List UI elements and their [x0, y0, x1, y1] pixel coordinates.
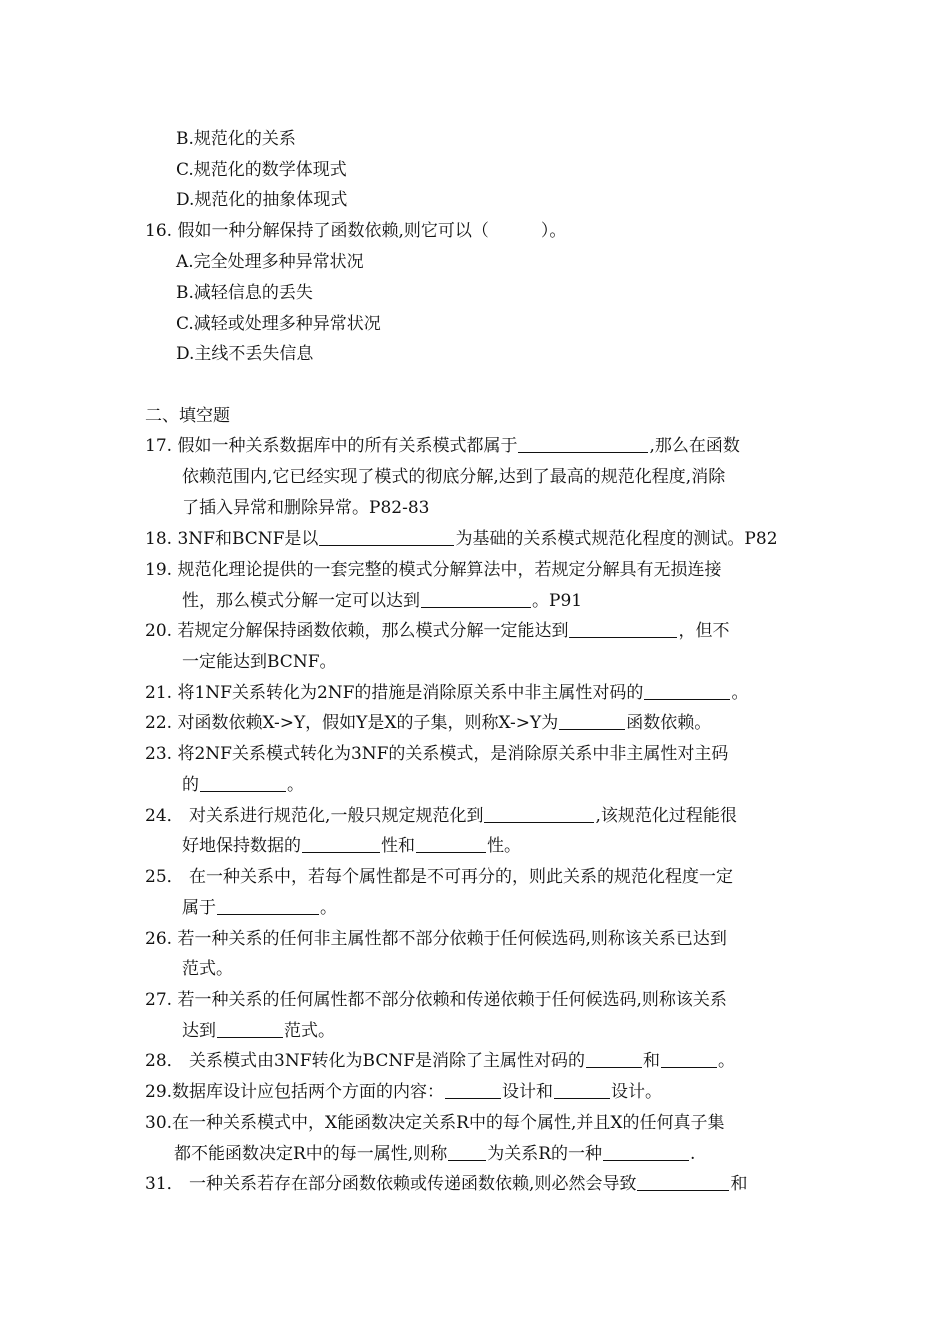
question-text: 都不能函数决定R中的每一属性,则称 [174, 1144, 448, 1164]
question-number: 25． [145, 867, 184, 887]
question-text: 。 [287, 775, 304, 795]
answer-blank[interactable] [569, 619, 677, 638]
answer-blank[interactable] [302, 834, 380, 853]
question-number: 31． [145, 1174, 184, 1194]
question-text: 将1NF关系转化为2NF的措施是消除原关系中非主属性对码的 [177, 683, 644, 703]
question-number: 28． [145, 1051, 184, 1071]
answer-blank[interactable] [603, 1142, 689, 1161]
question-text: 规范化理论提供的一套完整的模式分解算法中，若规定分解具有无损连接 [177, 560, 722, 580]
question-number: 29. [145, 1082, 173, 1102]
question-number: 21. [145, 683, 173, 703]
question-text: 。 [718, 1051, 736, 1071]
question-22 [145, 711, 711, 735]
question-text: 在一种关系模式中，X能函数决定关系R中的每个属性,并且X的任何真子集 [172, 1113, 725, 1133]
question-26-line-2: 范式。 [182, 959, 233, 979]
answer-blank[interactable] [518, 434, 648, 453]
question-text: 。P91 [532, 591, 583, 611]
question-26 [145, 927, 727, 951]
question-18 [145, 527, 778, 551]
question-number: 17. [145, 436, 173, 456]
question-19-line-2 [182, 589, 582, 613]
question-text: 设计和 [502, 1082, 554, 1102]
question-text: 为关系R的一种 [487, 1144, 603, 1164]
question-20 [145, 619, 729, 643]
question-number: 30. [145, 1113, 173, 1133]
question-27 [145, 988, 727, 1012]
question-29 [145, 1080, 662, 1104]
question-text: 对函数依赖X->Y，假如Y是X的子集，则称X->Y为 [177, 713, 559, 733]
option-d: D.规范化的抽象体现式 [176, 190, 348, 210]
question-text: ,该规范化过程能很 [595, 806, 737, 826]
question-text: 若规定分解保持函数依赖，那么模式分解一定能达到 [177, 621, 569, 641]
question-number: 19. [145, 560, 173, 580]
answer-blank[interactable] [554, 1080, 610, 1099]
question-text: 若一种关系的任何非主属性都不部分依赖于任何候选码,则称该关系已达到 [177, 929, 727, 949]
question-text: 。 [731, 683, 749, 703]
answer-blank[interactable] [637, 1172, 729, 1191]
question-31 [145, 1172, 747, 1196]
question-text: 假如一种关系数据库中的所有关系模式都属于 [177, 436, 518, 456]
answer-blank[interactable] [559, 711, 625, 730]
question-text: 。 [320, 898, 337, 918]
option-a: A.完全处理多种异常状况 [176, 252, 364, 272]
question-text: ，但不 [678, 621, 730, 641]
question-text: 假如一种分解保持了函数依赖,则它可以（ [177, 221, 489, 241]
option-c: C.规范化的数学体现式 [176, 160, 347, 180]
question-text: 和 [730, 1174, 748, 1194]
question-28 [145, 1049, 735, 1073]
question-number: 24． [145, 806, 184, 826]
question-text: 性，那么模式分解一定可以达到 [182, 591, 420, 611]
question-text: 在一种关系中，若每个属性都是不可再分的，则此关系的规范化程度一定 [189, 867, 734, 887]
answer-blank[interactable] [421, 589, 531, 608]
question-text: ,那么在函数 [649, 436, 740, 456]
question-19 [145, 558, 721, 582]
question-text: 若一种关系的任何属性都不部分依赖和传递依赖于任何候选码,则称该关系 [177, 990, 727, 1010]
question-21 [145, 681, 748, 705]
question-text: 和 [643, 1051, 661, 1071]
answer-blank[interactable] [217, 1019, 283, 1038]
answer-blank[interactable] [200, 773, 286, 792]
question-text: 将2NF关系模式转化为3NF的关系模式，是消除原关系中非主属性对主码 [177, 744, 729, 764]
question-text: 对关系进行规范化,一般只规定规范化到 [189, 806, 484, 826]
question-text: 性和 [381, 836, 415, 856]
question-text: 的 [182, 775, 199, 795]
question-23-line-2 [182, 773, 304, 797]
question-23 [145, 742, 728, 766]
question-27-line-2 [182, 1019, 335, 1043]
option-b: B.规范化的关系 [176, 129, 296, 149]
option-c: C.减轻或处理多种异常状况 [176, 314, 381, 334]
question-text: 3NF和BCNF是以 [177, 529, 319, 549]
question-20-line-2: 一定能达到BCNF。 [182, 652, 337, 672]
answer-blank[interactable] [319, 527, 454, 546]
question-24 [145, 804, 737, 828]
question-text: 性。 [487, 836, 521, 856]
question-17-line-3: 了插入异常和删除异常。P82-83 [182, 498, 430, 518]
question-25 [145, 865, 733, 889]
question-25-line-2 [182, 896, 337, 920]
question-text: 关系模式由3NF转化为BCNF是消除了主属性对码的 [189, 1051, 586, 1071]
question-text: 达到 [182, 1021, 216, 1041]
question-number: 22. [145, 713, 173, 733]
question-number: 23. [145, 744, 173, 764]
section-title: 二、填空题 [145, 406, 230, 426]
answer-blank[interactable] [448, 1142, 486, 1161]
answer-blank[interactable] [644, 681, 730, 700]
answer-blank[interactable] [661, 1049, 717, 1068]
question-text: 好地保持数据的 [182, 836, 301, 856]
question-text: 函数依赖。 [626, 713, 712, 733]
question-16 [145, 219, 566, 243]
answer-blank[interactable] [445, 1080, 501, 1099]
question-text: 数据库设计应包括两个方面的内容： [172, 1082, 445, 1102]
question-number: 16. [145, 221, 173, 241]
question-text: 范式。 [284, 1021, 335, 1041]
question-text: 设计。 [611, 1082, 663, 1102]
option-d: D.主线不丢失信息 [176, 344, 314, 364]
question-number: 18. [145, 529, 173, 549]
answer-blank[interactable] [586, 1049, 642, 1068]
question-number: 20. [145, 621, 173, 641]
question-30-line-2 [174, 1142, 695, 1166]
question-17 [145, 434, 740, 458]
option-b: B.减轻信息的丢失 [176, 283, 313, 303]
question-24-line-2 [182, 834, 521, 858]
question-text: . [690, 1144, 696, 1164]
question-text: 为基础的关系模式规范化程度的测试。P82 [455, 529, 778, 549]
answer-blank[interactable] [217, 896, 319, 915]
question-number: 27. [145, 990, 173, 1010]
question-30 [145, 1111, 724, 1135]
question-text: 属于 [182, 898, 216, 918]
answer-blank[interactable] [416, 834, 486, 853]
question-number: 26. [145, 929, 173, 949]
question-text: 一种关系若存在部分函数依赖或传递函数依赖,则必然会导致 [189, 1174, 637, 1194]
question-17-line-2: 依赖范围内,它已经实现了模式的彻底分解,达到了最高的规范化程度,消除 [182, 467, 726, 487]
question-text: ）。 [540, 221, 567, 241]
answer-blank[interactable] [484, 804, 594, 823]
